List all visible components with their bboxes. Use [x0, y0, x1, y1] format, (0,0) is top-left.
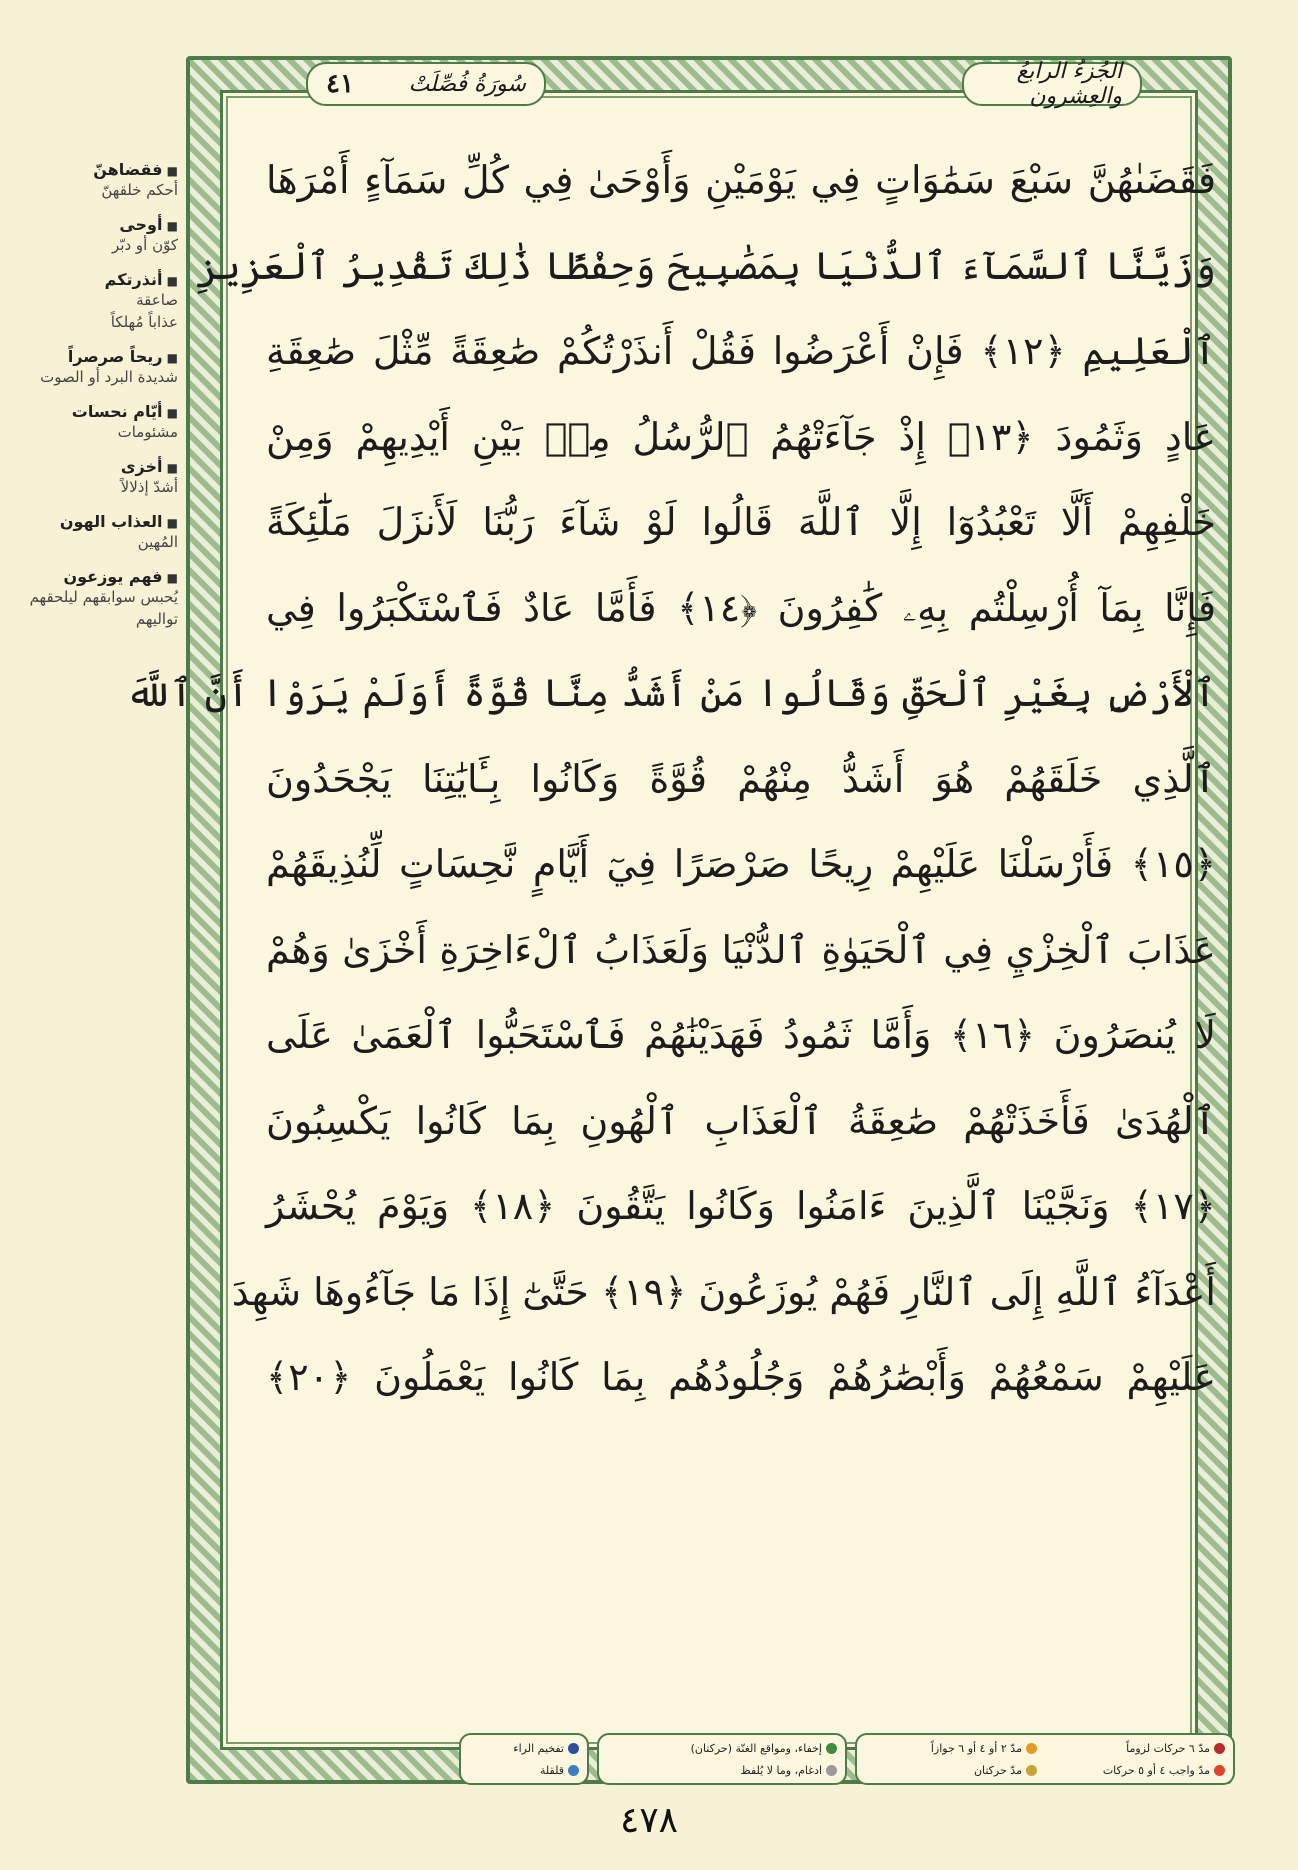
surah-header — [306, 62, 546, 106]
legend-label: تفخيم الراء — [513, 1741, 564, 1755]
verse-line: خَلْفِهِمْ أَلَّا تَعْبُدُوٓا إِلَّا ٱللَّهَ قَالُوا لَوْ شَآءَ رَبُّنَا لَأَنزَلَ مَلَٰٓئِكَةً — [266, 500, 1216, 544]
verse-line: ﴿١٧﴾ وَنَجَّيْنَا ٱلَّذِينَ ءَامَنُوا وَكَانُوا يَتَّقُونَ ﴿١٨﴾ وَيَوْمَ يُحْشَرُ — [266, 1184, 1216, 1228]
note-meaning: كوّن أو دبّر — [112, 236, 178, 254]
color-dot-icon — [568, 1743, 579, 1754]
color-dot-icon — [1214, 1765, 1225, 1776]
color-dot-icon — [826, 1743, 837, 1754]
note-meaning: يُحبس سوابقهم ليلحقهم تواليهم — [29, 588, 178, 628]
note-meaning: مشئومات — [117, 423, 178, 441]
legend-ghunna — [597, 1733, 847, 1785]
note-word: ■ العذاب الهون — [18, 512, 178, 531]
color-dot-icon — [1214, 1743, 1225, 1754]
legend-label: ادغام، وما لا يُلفظ — [740, 1763, 822, 1777]
legend-label: مدّ ٢ أو ٤ أو ٦ جوازاً — [930, 1741, 1022, 1755]
verse-line: ﴿١٥﴾ فَأَرْسَلْنَا عَلَيْهِمْ رِيحًا صَرْصَرًا فِيٓ أَيَّامٍ نَّحِسَاتٍ لِّنُذِيقَهُمْ — [266, 842, 1216, 886]
legend-item — [607, 1737, 837, 1759]
verse-line: عَلَيْهِمْ سَمْعُهُمْ وَأَبْصَٰرُهُمْ وَجُلُودُهُم بِمَا كَانُوا يَعْمَلُونَ ﴿٢٠﴾ — [266, 1355, 1216, 1399]
legend-ra — [459, 1733, 589, 1785]
legend-label: مدّ ٦ حركات لزوماً — [1126, 1741, 1210, 1755]
side-note — [18, 160, 178, 201]
surah-name: سُورَةُ فُصِّلَتْ — [408, 71, 526, 97]
legend-label: إخفاء، ومواقع الغنّة (حركتان) — [690, 1741, 822, 1755]
note-word: ■ ريحاً صرصراً — [18, 347, 178, 366]
verse-line: عَادٍ وَثَمُودَ ﴿١٣﴾ إِذْ جَآءَتْهُمُ ٱلرُّسُلُ مِنۢ بَيْنِ أَيْدِيهِمْ وَمِنْ — [266, 414, 1217, 459]
note-word: ■ أيّام نحسات — [18, 402, 178, 421]
juz-name: الجُزءُ الرابعُ والعِشرون — [1016, 59, 1122, 109]
note-word: ■ فهم يوزعون — [18, 567, 178, 586]
verse-line: ٱلْأَرْضِ بِغَيْرِ ٱلْحَقِّ وَقَالُوا مَنْ أَشَدُّ مِنَّا قُوَّةً أَوَلَمْ يَرَوْا أَنَّ ٱللَّهَ — [125, 671, 1216, 715]
legend-item — [865, 1737, 1037, 1759]
verse-line: ٱلْعَلِيمِ ﴿١٢﴾ فَإِنْ أَعْرَضُوا فَقُلْ أَنذَرْتُكُمْ صَٰعِقَةً مِّثْلَ صَٰعِقَةِ — [266, 329, 1216, 373]
color-dot-icon — [826, 1765, 837, 1776]
side-notes — [18, 160, 178, 644]
note-meaning: عذاباً مُهلكاً — [110, 313, 178, 331]
verse-line: وَزَيَّنَّا ٱلسَّمَآءَ ٱلدُّنْيَا بِمَصَٰبِيحَ وَحِفْظًا ذَٰلِكَ تَقْدِيرُ ٱلْعَزِيزِ — [196, 243, 1216, 288]
legend-item — [1037, 1737, 1225, 1759]
note-meaning: شديدة البرد أو الصوت — [40, 368, 178, 386]
legend-item — [469, 1737, 579, 1759]
note-meaning: صاعقة — [136, 291, 178, 309]
legend-item — [1037, 1759, 1225, 1781]
note-word: ■ أنذرتكم — [18, 270, 178, 289]
side-note — [18, 457, 178, 498]
legend-madd — [855, 1733, 1235, 1785]
verse-line: عَذَابَ ٱلْخِزْيِ فِي ٱلْحَيَوٰةِ ٱلدُّنْيَا وَلَعَذَابُ ٱلْءَاخِرَةِ أَخْزَىٰ وَهُمْ — [266, 927, 1216, 972]
tajweed-legend — [365, 1733, 1235, 1785]
surah-number: ٤١ — [326, 69, 354, 99]
side-note — [18, 215, 178, 256]
side-note — [18, 270, 178, 333]
color-dot-icon — [1026, 1743, 1037, 1754]
verse-line: ٱلْهُدَىٰ فَأَخَذَتْهُمْ صَٰعِقَةُ ٱلْعَذَابِ ٱلْهُونِ بِمَا كَانُوا يَكْسِبُونَ — [266, 1098, 1216, 1143]
verse-line: فَإِنَّا بِمَآ أُرْسِلْتُم بِهِۦ كَٰفِرُونَ ﴿١٤﴾ فَأَمَّا عَادٌ فَٱسْتَكْبَرُوا فِي — [266, 585, 1216, 630]
legend-item — [865, 1759, 1037, 1781]
side-note — [18, 347, 178, 388]
note-meaning: أشدّ إذلالاً — [120, 478, 178, 496]
legend-label: مدّ حركتان — [973, 1763, 1022, 1777]
note-meaning: أحكم خلقهنّ — [101, 181, 178, 199]
side-note — [18, 567, 178, 630]
note-meaning: المُهين — [137, 533, 178, 551]
juz-header — [962, 59, 1142, 109]
verse-line: فَقَضَىٰهُنَّ سَبْعَ سَمَٰوَاتٍ فِي يَوْمَيْنِ وَأَوْحَىٰ فِي كُلِّ سَمَآءٍ أَمْرَهَا — [266, 158, 1216, 202]
note-word: ■ فقضاهنّ — [18, 160, 178, 179]
color-dot-icon — [568, 1765, 579, 1776]
legend-item — [469, 1759, 579, 1781]
legend-label: قلقلة — [539, 1763, 564, 1777]
note-word: ■ أخزى — [18, 457, 178, 476]
note-word: ■ أوحى — [18, 215, 178, 234]
side-note — [18, 402, 178, 443]
verse-line: أَعْدَآءُ ٱللَّهِ إِلَى ٱلنَّارِ فَهُمْ يُوزَعُونَ ﴿١٩﴾ حَتَّىٰٓ إِذَا مَا جَآءُوهَا شَهِدَ — [231, 1269, 1216, 1314]
legend-item — [607, 1759, 837, 1781]
verse-line: لَا يُنصَرُونَ ﴿١٦﴾ وَأَمَّا ثَمُودُ فَهَدَيْنَٰهُمْ فَٱسْتَحَبُّوا ٱلْعَمَىٰ عَلَى — [266, 1013, 1216, 1057]
page-number: ٤٧٨ — [619, 1800, 678, 1841]
verse-line: ٱلَّذِي خَلَقَهُمْ هُوَ أَشَدُّ مِنْهُمْ قُوَّةً وَكَانُوا بِـَٔايَٰتِنَا يَجْحَدُونَ — [266, 756, 1216, 801]
legend-label: مدّ واجب ٤ أو ٥ حركات — [1102, 1763, 1210, 1777]
color-dot-icon — [1026, 1765, 1037, 1776]
side-note — [18, 512, 178, 553]
